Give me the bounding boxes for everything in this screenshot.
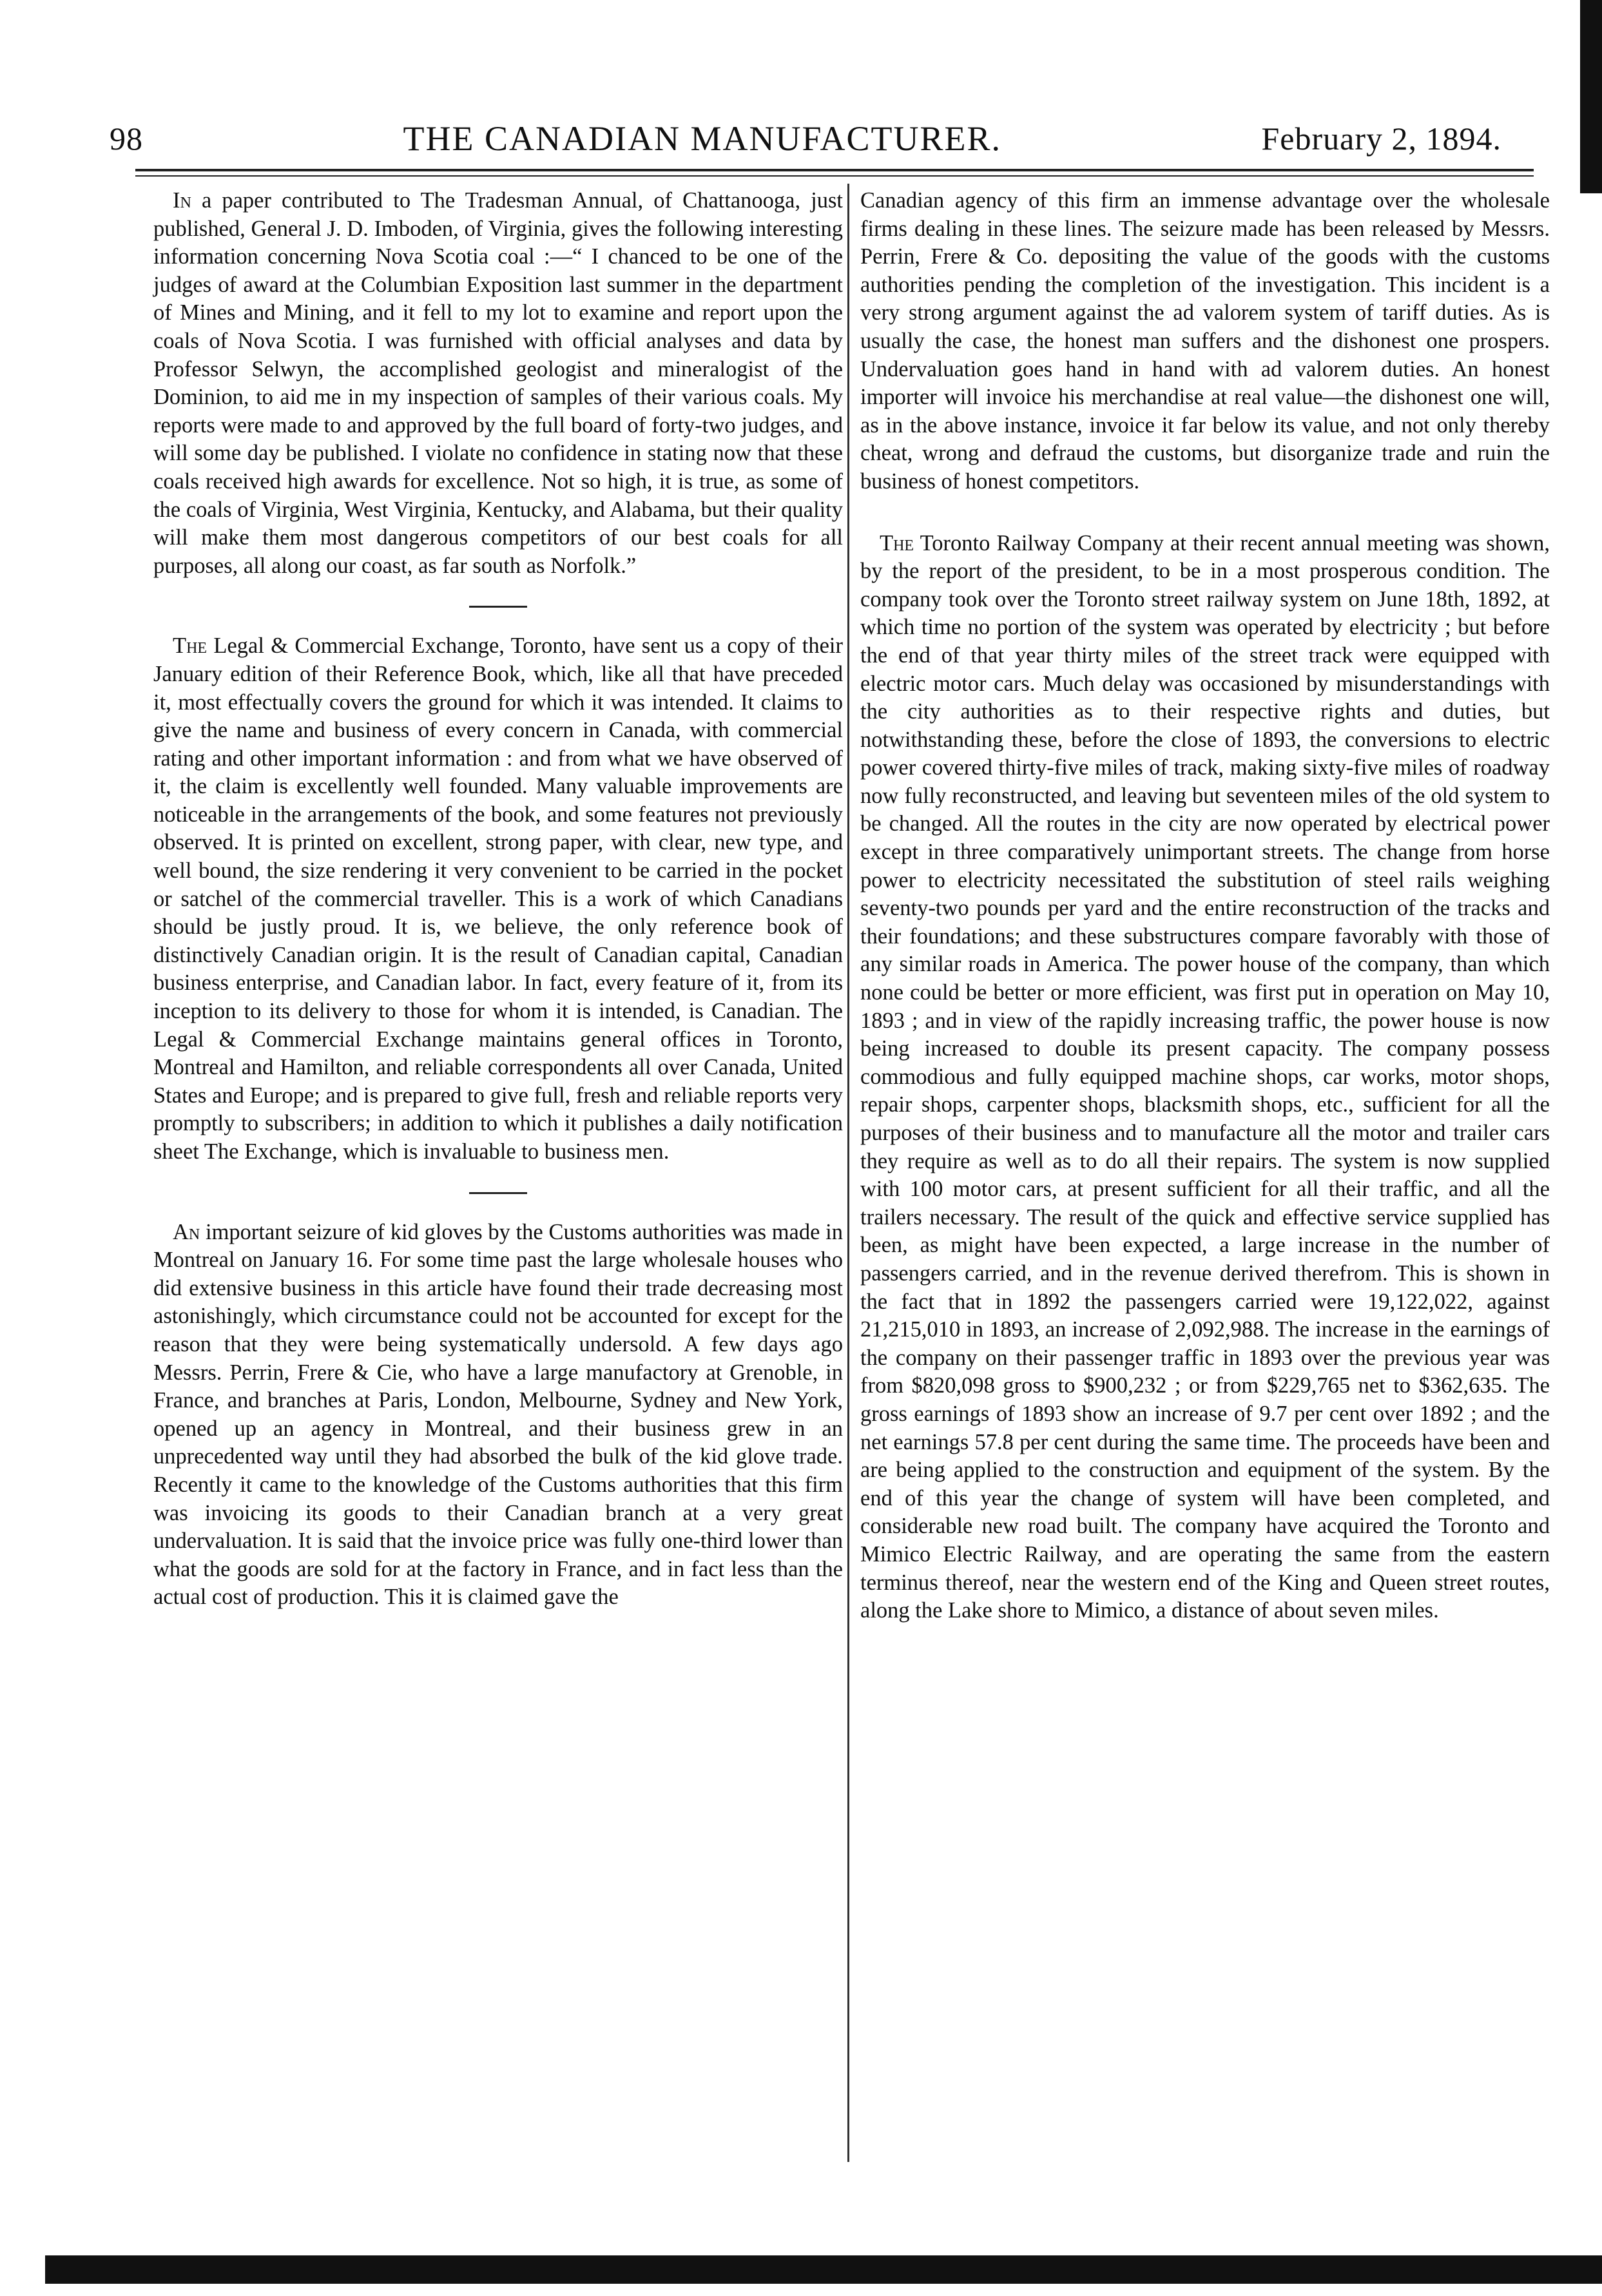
issue-date: February 2, 1894. — [1261, 121, 1501, 157]
article-kid-gloves-body: important seizure of kid gloves by the Customs authorities was made in Montreal on January 16. For some time past the large wholesale houses who did extensive business in this article have found their trade decreasing most astonishingly, which circumstance could not be accounted for except for the reason that they were being systematically undersold. A few days ago Messrs. Perrin, Frere & Cie, who have a large manufactory at Grenoble, in France, and branches at Paris, London, Melbourne, Sydney and New York, opened up an agency in Montreal, and their business grew in an unprecedented way until they had absorbed the bulk of the kid glove trade. Recently it came to the knowledge of the Customs authorities that this firm was invoicing its goods to their Canadian branch at a very great undervaluation. It is said that the invoice price was fully one-third lower than what the goods are sold for at the factory in France, and in fact less than the actual cost of production. This it is claimed gave the — [153, 1219, 843, 1610]
header-rule-thin — [135, 175, 1534, 177]
publication-title: THE CANADIAN MANUFACTURER. — [403, 119, 1001, 158]
article-reference-book-lead: The — [173, 633, 207, 659]
article-kid-gloves — [153, 1219, 843, 1612]
scan-bottom-edge — [45, 2255, 1602, 2284]
left-column — [153, 187, 843, 1612]
article-kid-gloves-continued: Canadian agency of this firm an immense advantage over the wholesale firms dealing in these lines. The seizure made has been released by Messrs. Perrin, Frere & Co. depositing the value of the goods with the customs authorities pending the completion of the investigation. This incident is a very strong argument against the ad valorem system of tariff duties. As is usually the case, the honest man suffers and the dishonest one prospers. Undervaluation goes hand in hand with ad valorem duties. An honest importer will invoice his merchandise at real value—the dishonest one will, as in the above instance, invoice it far below its value, and not only thereby cheat, wrong and defraud the customs, but disorganize trade and ruin the business of honest competitors. — [860, 188, 1550, 494]
article-coal-body: a paper contributed to The Tradesman Annual, of Chattanooga, just published, General J. D. Imboden, of Virginia, gives the following interesting information concerning Nova Scotia coal :—“ I chanced to be one of the judges of award at the Columbian Exposition last summer in the department of Mines and Mining, and it fell to my lot to examine and report upon the coals of Nova Scotia. I was furnished with official analyses and data by Professor Selwyn, the accomplished geologist and mineralogist of the Dominion, to aid me in my inspection of samples of their various coals. My reports were made to and approved by the full board of forty-two judges, and will some day be published. I violate no confidence in stating now that these coals received high awards for excellence. Not so high, it is true, as some of the coals of Virginia, West Virginia, Kentucky, and Alabama, but their quality will make them most dangerous competitors of our best coals for all purposes, all along our coast, as far south as Norfolk.” — [153, 188, 844, 578]
article-reference-book — [153, 632, 843, 1166]
article-reference-book-body: Legal & Commercial Exchange, Toronto, have sent us a copy of their January edition of their Reference Book, which, like all that have preceded it, most effectually covers the ground for which it was intended. It claims to give the name and business of every concern in Canada, with commercial rating and other important information : and from what we have observed of it, the claim is excellently well founded. Many valuable improvements are noticeable in the arrangements of the book, and some features not previously observed. It is printed on excellent, strong paper, with clear, new type, and well bound, the size rendering it very convenient to be carried in the pocket or satchel of the commercial traveller. This is a work of which Canadians should be justly proud. It is, we believe, the only reference book of distinctively Canadian origin. It is the result of Canadian capital, Canadian business enterprise, and Canadian labor. In fact, every feature of it, from its inception to its delivery to those for whom it is intended, is Canadian. The Legal & Commercial Exchange maintains general offices in Toronto, Montreal and Hamilton, and reliable correspondents all over Canada, United States and Europe; and is prepared to give full, fresh and reliable reports very promptly to subscribers; in addition to which it publishes a daily notification sheet The Exchange, which is invaluable to business men. — [153, 633, 843, 1164]
header-rule — [135, 169, 1534, 171]
article-kid-gloves-lead: An — [173, 1219, 200, 1244]
article-separator — [469, 606, 527, 608]
article-gap — [860, 496, 1550, 530]
article-toronto-railway-body: Toronto Railway Company at their recent annual meeting was shown, by the report of the president, to be in a most prosperous condition. The company took over the Toronto street railway system on June 18th, 1892, at which time no portion of the system was operated by electricity ; but before the end of that year thirty miles of the street track were equipped with electric motor cars. Much delay was occasioned by misunderstandings with the city authorities as to their respective rights and duties, but notwithstanding these, before the close of 1893, the conversions to electric power covered thirty-five miles of track, making sixty-five miles of roadway now fully reconstructed, and leaving but seventeen miles of the old system to be changed. All the routes in the city are now operated by electrical power except in three comparatively unimportant streets. The change from horse power to electricity necessitated the substitution of steel rails weighing seventy-two pounds per yard and the entire reconstruction of the tracks and their foundations; and these substructures compare favorably with those of any similar roads in America. The power house of the company, than which none could be better or more efficient, was first put in operation on May 10, 1893 ; and in view of the rapidly increasing traffic, the power house is now being increased to double its present capacity. The company possess commodious and fully equipped machine shops, car works, motor shops, repair shops, carpenter shops, blacksmith shops, etc., sufficient for all the purposes of their business and to manufacture all the motor and trailer cars they require as well as to do all their repairs. The system is now supplied with 100 motor cars, at present sufficient for all their traffic, and all the trailers necessary. The result of the quick and effective service supplied has been, as might have been expected, a large increase in the number of passengers carried, and in the revenue derived therefrom. This is shown in the fact that in 1892 the passengers carried were 19,122,022, against 21,215,010 in 1893, an increase of 2,092,988. The increase in the earnings of the company on their passenger traffic in 1893 over the previous year was from $820,098 gross to $900,232 ; or from $229,765 net to $362,635. The gross earnings of 1893 show an increase of 9.7 per cent over 1892 ; and the net earnings 57.8 per cent during the same time. The proceeds have been and are being applied to the construction and equipment of the system. By the end of this year the change of system will have been completed, and considerable new road built. The company have acquired the Toronto and Mimico Electric Railway, and are operating the same from the eastern terminus thereof, near the western end of the King and Queen street routes, along the Lake shore to Mimico, a distance of about seven miles. — [860, 530, 1550, 1623]
article-coal — [153, 187, 843, 580]
right-column — [860, 187, 1550, 1625]
scan-edge-mark — [1580, 0, 1602, 193]
article-coal-lead: In — [173, 188, 191, 213]
page-number: 98 — [110, 121, 143, 157]
article-toronto-railway — [860, 530, 1550, 1625]
page-header — [110, 110, 1501, 168]
column-divider — [847, 184, 849, 2162]
article-separator — [469, 1192, 527, 1194]
article-toronto-railway-lead: The — [880, 530, 914, 555]
